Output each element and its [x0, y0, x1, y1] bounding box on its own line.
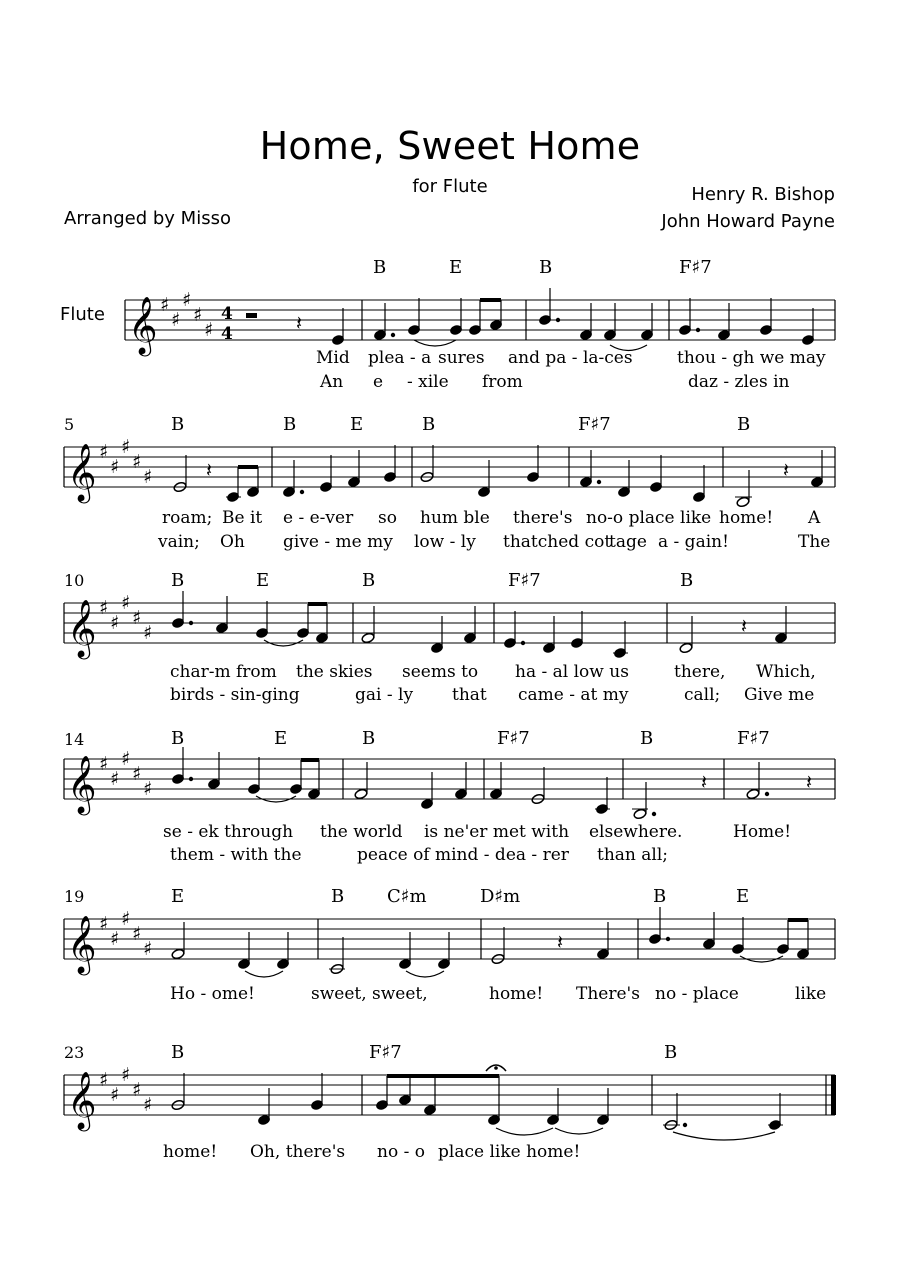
svg-text:home!: home! — [719, 508, 774, 528]
svg-text:no - place: no - place — [655, 984, 739, 1004]
key-signature — [99, 908, 152, 960]
svg-text:from: from — [482, 372, 523, 392]
measure-number: 23 — [64, 1043, 85, 1062]
final-barline — [831, 1075, 836, 1115]
instrument-label: Flute — [60, 304, 105, 325]
lyrics — [157, 508, 830, 552]
svg-text:sweet, sweet,: sweet, sweet, — [311, 984, 428, 1004]
notes — [171, 1073, 783, 1131]
score-subtitle: for Flute — [412, 176, 488, 197]
svg-text:tage: tage — [609, 532, 647, 552]
svg-text:Which,: Which, — [756, 662, 816, 682]
ties — [496, 1128, 775, 1140]
svg-text:♯: ♯ — [121, 908, 131, 930]
treble-clef-icon: 𝄞 — [67, 1071, 97, 1129]
svg-text:B: B — [680, 570, 694, 591]
svg-text:♯: ♯ — [143, 778, 153, 800]
svg-text:se - ek through: se - ek through — [163, 822, 294, 842]
svg-text:call;: call; — [684, 685, 721, 705]
svg-text:Oh: Oh — [220, 532, 245, 552]
svg-text:the skies: the skies — [296, 662, 373, 682]
lyrics — [170, 984, 826, 1004]
svg-text:E: E — [736, 886, 750, 907]
svg-text:Mid: Mid — [316, 348, 350, 368]
svg-text:no - o: no - o — [377, 1142, 425, 1162]
svg-text:♯: ♯ — [110, 1084, 120, 1106]
arranger: Arranged by Misso — [64, 208, 231, 229]
system-3 — [64, 570, 835, 705]
svg-text:♯: ♯ — [132, 923, 142, 945]
svg-text:char-m from: char-m from — [170, 662, 277, 682]
key-signature — [160, 289, 213, 341]
system-5 — [64, 886, 835, 1004]
svg-text:- xile: - xile — [407, 372, 449, 392]
svg-text:♯: ♯ — [110, 456, 120, 478]
svg-text:gai - ly: gai - ly — [355, 685, 414, 705]
svg-text:daz - zles in: daz - zles in — [688, 372, 790, 392]
svg-text:D♯m: D♯m — [480, 886, 521, 907]
measure-number: 14 — [64, 730, 85, 749]
svg-text:F♯7: F♯7 — [369, 1042, 402, 1063]
svg-text:E: E — [171, 886, 185, 907]
svg-text:B: B — [171, 728, 185, 749]
lyrics — [170, 662, 816, 705]
svg-text:hum ble: hum ble — [420, 508, 490, 528]
svg-text:B: B — [362, 728, 376, 749]
key-signature — [99, 436, 152, 488]
svg-text:Oh, there's: Oh, there's — [250, 1142, 346, 1162]
svg-text:B: B — [283, 414, 297, 435]
svg-text:F♯7: F♯7 — [578, 414, 611, 435]
svg-text:place like home!: place like home! — [438, 1142, 581, 1162]
svg-text:♯: ♯ — [110, 612, 120, 634]
treble-clef-icon: 𝄞 — [67, 915, 97, 973]
treble-clef-icon: 𝄞 — [128, 296, 158, 354]
svg-text:𝄽: 𝄽 — [783, 458, 790, 482]
half-rest — [246, 313, 257, 318]
svg-text:give - me my: give - me my — [283, 532, 393, 552]
system-4 — [64, 728, 835, 865]
svg-text:B: B — [737, 414, 751, 435]
lyrics — [163, 1142, 580, 1162]
chord-symbols — [171, 886, 749, 907]
svg-text:♯: ♯ — [143, 938, 153, 960]
svg-text:vain;: vain; — [158, 532, 200, 552]
svg-text:B: B — [171, 570, 185, 591]
svg-text:F♯7: F♯7 — [508, 570, 541, 591]
key-signature — [99, 748, 152, 800]
svg-text:than all;: than all; — [597, 845, 669, 865]
chord-symbols — [171, 728, 770, 749]
svg-text:♯: ♯ — [143, 1094, 153, 1116]
svg-text:E: E — [274, 728, 288, 749]
system-6 — [64, 1042, 836, 1162]
svg-text:♯: ♯ — [132, 451, 142, 473]
svg-text:thou - gh we may: thou - gh we may — [677, 348, 826, 368]
chord-e: E — [449, 257, 463, 278]
svg-text:is ne'er met with: is ne'er met with — [424, 822, 570, 842]
svg-text:B: B — [422, 414, 436, 435]
key-signature — [99, 1064, 152, 1116]
svg-text:ha - al low us: ha - al low us — [515, 662, 629, 682]
svg-text:like: like — [795, 984, 827, 1004]
svg-text:B: B — [171, 414, 185, 435]
fermata-icon — [486, 1065, 506, 1071]
svg-text:♯: ♯ — [99, 441, 109, 463]
svg-text:sures: sures — [438, 348, 485, 368]
svg-text:♯: ♯ — [143, 466, 153, 488]
svg-text:𝄽: 𝄽 — [557, 930, 564, 954]
svg-text:elsewhere.: elsewhere. — [589, 822, 683, 842]
svg-text:F♯7: F♯7 — [497, 728, 530, 749]
svg-text:e: e — [373, 372, 384, 392]
svg-text:A: A — [808, 508, 821, 528]
svg-text:♯: ♯ — [121, 592, 131, 614]
svg-text:♯: ♯ — [121, 748, 131, 770]
key-signature — [99, 592, 152, 644]
svg-text:Be it: Be it — [222, 508, 263, 528]
svg-text:plea - a: plea - a — [368, 348, 432, 368]
svg-text:thatched cot: thatched cot — [503, 532, 612, 552]
chord-b: B — [539, 257, 553, 278]
svg-text:a - gain!: a - gain! — [658, 532, 729, 552]
svg-text:seems to: seems to — [402, 662, 479, 682]
svg-text:birds - sin-ging: birds - sin-ging — [170, 685, 300, 705]
svg-text:e - e-ver: e - e-ver — [283, 508, 354, 528]
svg-text:♯: ♯ — [121, 1064, 131, 1086]
svg-text:no-o place like: no-o place like — [586, 508, 712, 528]
svg-text:home!: home! — [163, 1142, 218, 1162]
svg-text:C♯m: C♯m — [387, 886, 427, 907]
chord-f-sharp-7: F♯7 — [679, 257, 712, 278]
svg-text:Give me: Give me — [744, 685, 815, 705]
svg-text:𝄽: 𝄽 — [741, 614, 748, 638]
svg-text:E: E — [350, 414, 364, 435]
time-signature — [221, 304, 233, 344]
notes — [173, 445, 824, 508]
treble-clef-icon: 𝄞 — [67, 599, 97, 657]
chord-symbols — [373, 257, 712, 278]
quarter-rest: 𝄽 — [296, 311, 303, 335]
svg-text:B: B — [664, 1042, 678, 1063]
chord-symbols — [171, 1042, 677, 1063]
svg-text:♯: ♯ — [99, 597, 109, 619]
svg-text:𝄽: 𝄽 — [806, 770, 813, 794]
svg-text:B: B — [362, 570, 376, 591]
svg-text:so: so — [378, 508, 397, 528]
svg-text:♯: ♯ — [182, 289, 192, 311]
svg-text:Ho - ome!: Ho - ome! — [170, 984, 255, 1004]
lyrics — [163, 822, 791, 865]
notes — [171, 907, 810, 975]
svg-text:low - ly: low - ly — [414, 532, 476, 552]
lyricist: John Howard Payne — [661, 211, 835, 232]
svg-text:B: B — [653, 886, 667, 907]
svg-text:B: B — [331, 886, 345, 907]
svg-text:♯: ♯ — [143, 622, 153, 644]
svg-text:♯: ♯ — [99, 1069, 109, 1091]
system-2 — [64, 414, 835, 552]
svg-text:𝄽: 𝄽 — [701, 770, 708, 794]
svg-text:♯: ♯ — [99, 753, 109, 775]
svg-text:♯: ♯ — [132, 607, 142, 629]
svg-text:♯: ♯ — [160, 294, 170, 316]
svg-text:♯: ♯ — [204, 319, 214, 341]
notes — [331, 288, 814, 346]
lyrics — [316, 348, 826, 392]
composer: Henry R. Bishop — [691, 184, 835, 205]
svg-text:and pa - la-ces: and pa - la-ces — [508, 348, 633, 368]
svg-text:E: E — [256, 570, 270, 591]
svg-text:Home!: Home! — [733, 822, 792, 842]
svg-text:peace of mind - dea - rer: peace of mind - dea - rer — [357, 845, 569, 865]
notes — [171, 747, 812, 820]
measure-number: 5 — [64, 415, 75, 434]
notes — [171, 591, 787, 659]
svg-text:♯: ♯ — [121, 436, 131, 458]
svg-text:them - with the: them - with the — [170, 845, 302, 865]
svg-text:♯: ♯ — [110, 768, 120, 790]
svg-text:♯: ♯ — [132, 763, 142, 785]
staff-lines — [64, 447, 835, 487]
svg-text:B: B — [640, 728, 654, 749]
svg-text:F♯7: F♯7 — [737, 728, 770, 749]
svg-text:4: 4 — [221, 324, 233, 344]
svg-text:B: B — [171, 1042, 185, 1063]
svg-text:came - at my: came - at my — [518, 685, 629, 705]
system-1 — [125, 257, 835, 392]
svg-text:𝄽: 𝄽 — [206, 458, 213, 482]
svg-text:♯: ♯ — [132, 1079, 142, 1101]
svg-text:roam;: roam; — [162, 508, 213, 528]
svg-text:♯: ♯ — [99, 913, 109, 935]
chord-symbols — [171, 414, 750, 435]
svg-text:there,: there, — [674, 662, 726, 682]
svg-text:♯: ♯ — [110, 928, 120, 950]
svg-text:there's: there's — [513, 508, 573, 528]
chord-symbols — [171, 570, 693, 591]
svg-text:♯: ♯ — [193, 304, 203, 326]
svg-text:An: An — [320, 372, 344, 392]
svg-text:The: The — [798, 532, 831, 552]
treble-clef-icon: 𝄞 — [67, 443, 97, 501]
svg-text:There's: There's — [576, 984, 640, 1004]
svg-text:the world: the world — [320, 822, 403, 842]
score-title: Home, Sweet Home — [259, 124, 641, 168]
chord-b: B — [373, 257, 387, 278]
svg-text:♯: ♯ — [171, 309, 181, 331]
measure-number: 10 — [64, 571, 85, 590]
svg-text:that: that — [452, 685, 487, 705]
svg-text:home!: home! — [489, 984, 544, 1004]
measure-number: 19 — [64, 887, 85, 906]
treble-clef-icon: 𝄞 — [67, 755, 97, 813]
svg-text:4: 4 — [221, 304, 233, 324]
